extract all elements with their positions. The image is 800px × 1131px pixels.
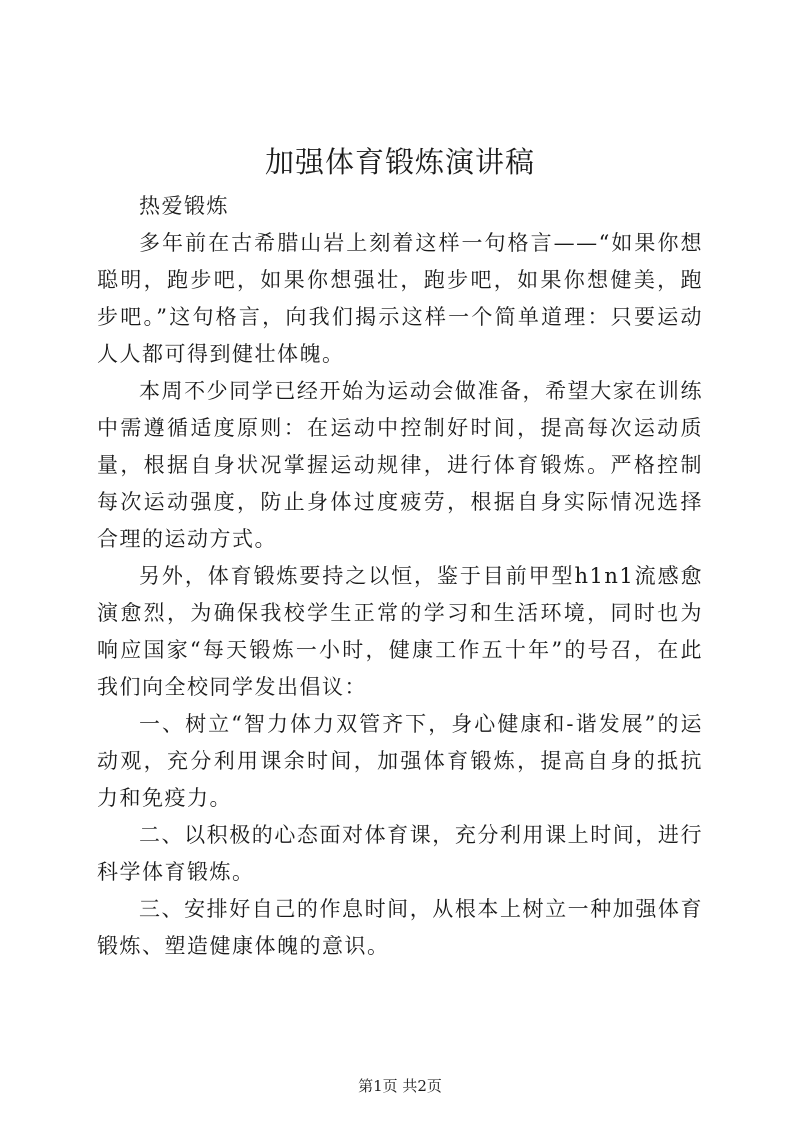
document-title: 加强体育锻炼演讲稿 [264, 145, 535, 179]
paragraph: 三、安排好自己的作息时间，从根本上树立一种加强体育锻炼、塑造健康体魄的意识。 [97, 897, 703, 958]
document-body [97, 188, 703, 965]
paragraph: 另外，体育锻炼要持之以恒，鉴于目前甲型h1n1流感愈演愈烈，为确保我校学生正常的学习和生活环境，同时也为响应国家“每天锻炼一小时，健康工作五十年”的号召，在此我们向全校同学发出倡议： [97, 564, 703, 699]
page-number-footer: 第1页 共2页 [358, 1077, 442, 1095]
paragraph: 二、以积极的心态面对体育课，充分利用课上时间，进行科学体育锻炼。 [97, 823, 703, 884]
paragraph-heading: 热爱锻炼 [139, 194, 229, 218]
paragraph: 一、树立“智力体力双管齐下，身心健康和-谐发展”的运动观，充分利用课余时间，加强体育锻炼，提高自身的抵抗力和免疫力。 [97, 712, 703, 810]
paragraph: 多年前在古希腊山岩上刻着这样一句格言——“如果你想聪明，跑步吧，如果你想强壮，跑步吧，如果你想健美，跑步吧。”这句格言，向我们揭示这样一个简单道理：只要运动人人都可得到健壮体魄。 [97, 231, 703, 366]
paragraph: 本周不少同学已经开始为运动会做准备，希望大家在训练中需遵循适度原则：在运动中控制好时间，提高每次运动质量，根据自身状况掌握运动规律，进行体育锻炼。严格控制每次运动强度，防止身体过度疲劳，根据自身实际情况选择合理的运动方式。 [97, 379, 703, 551]
